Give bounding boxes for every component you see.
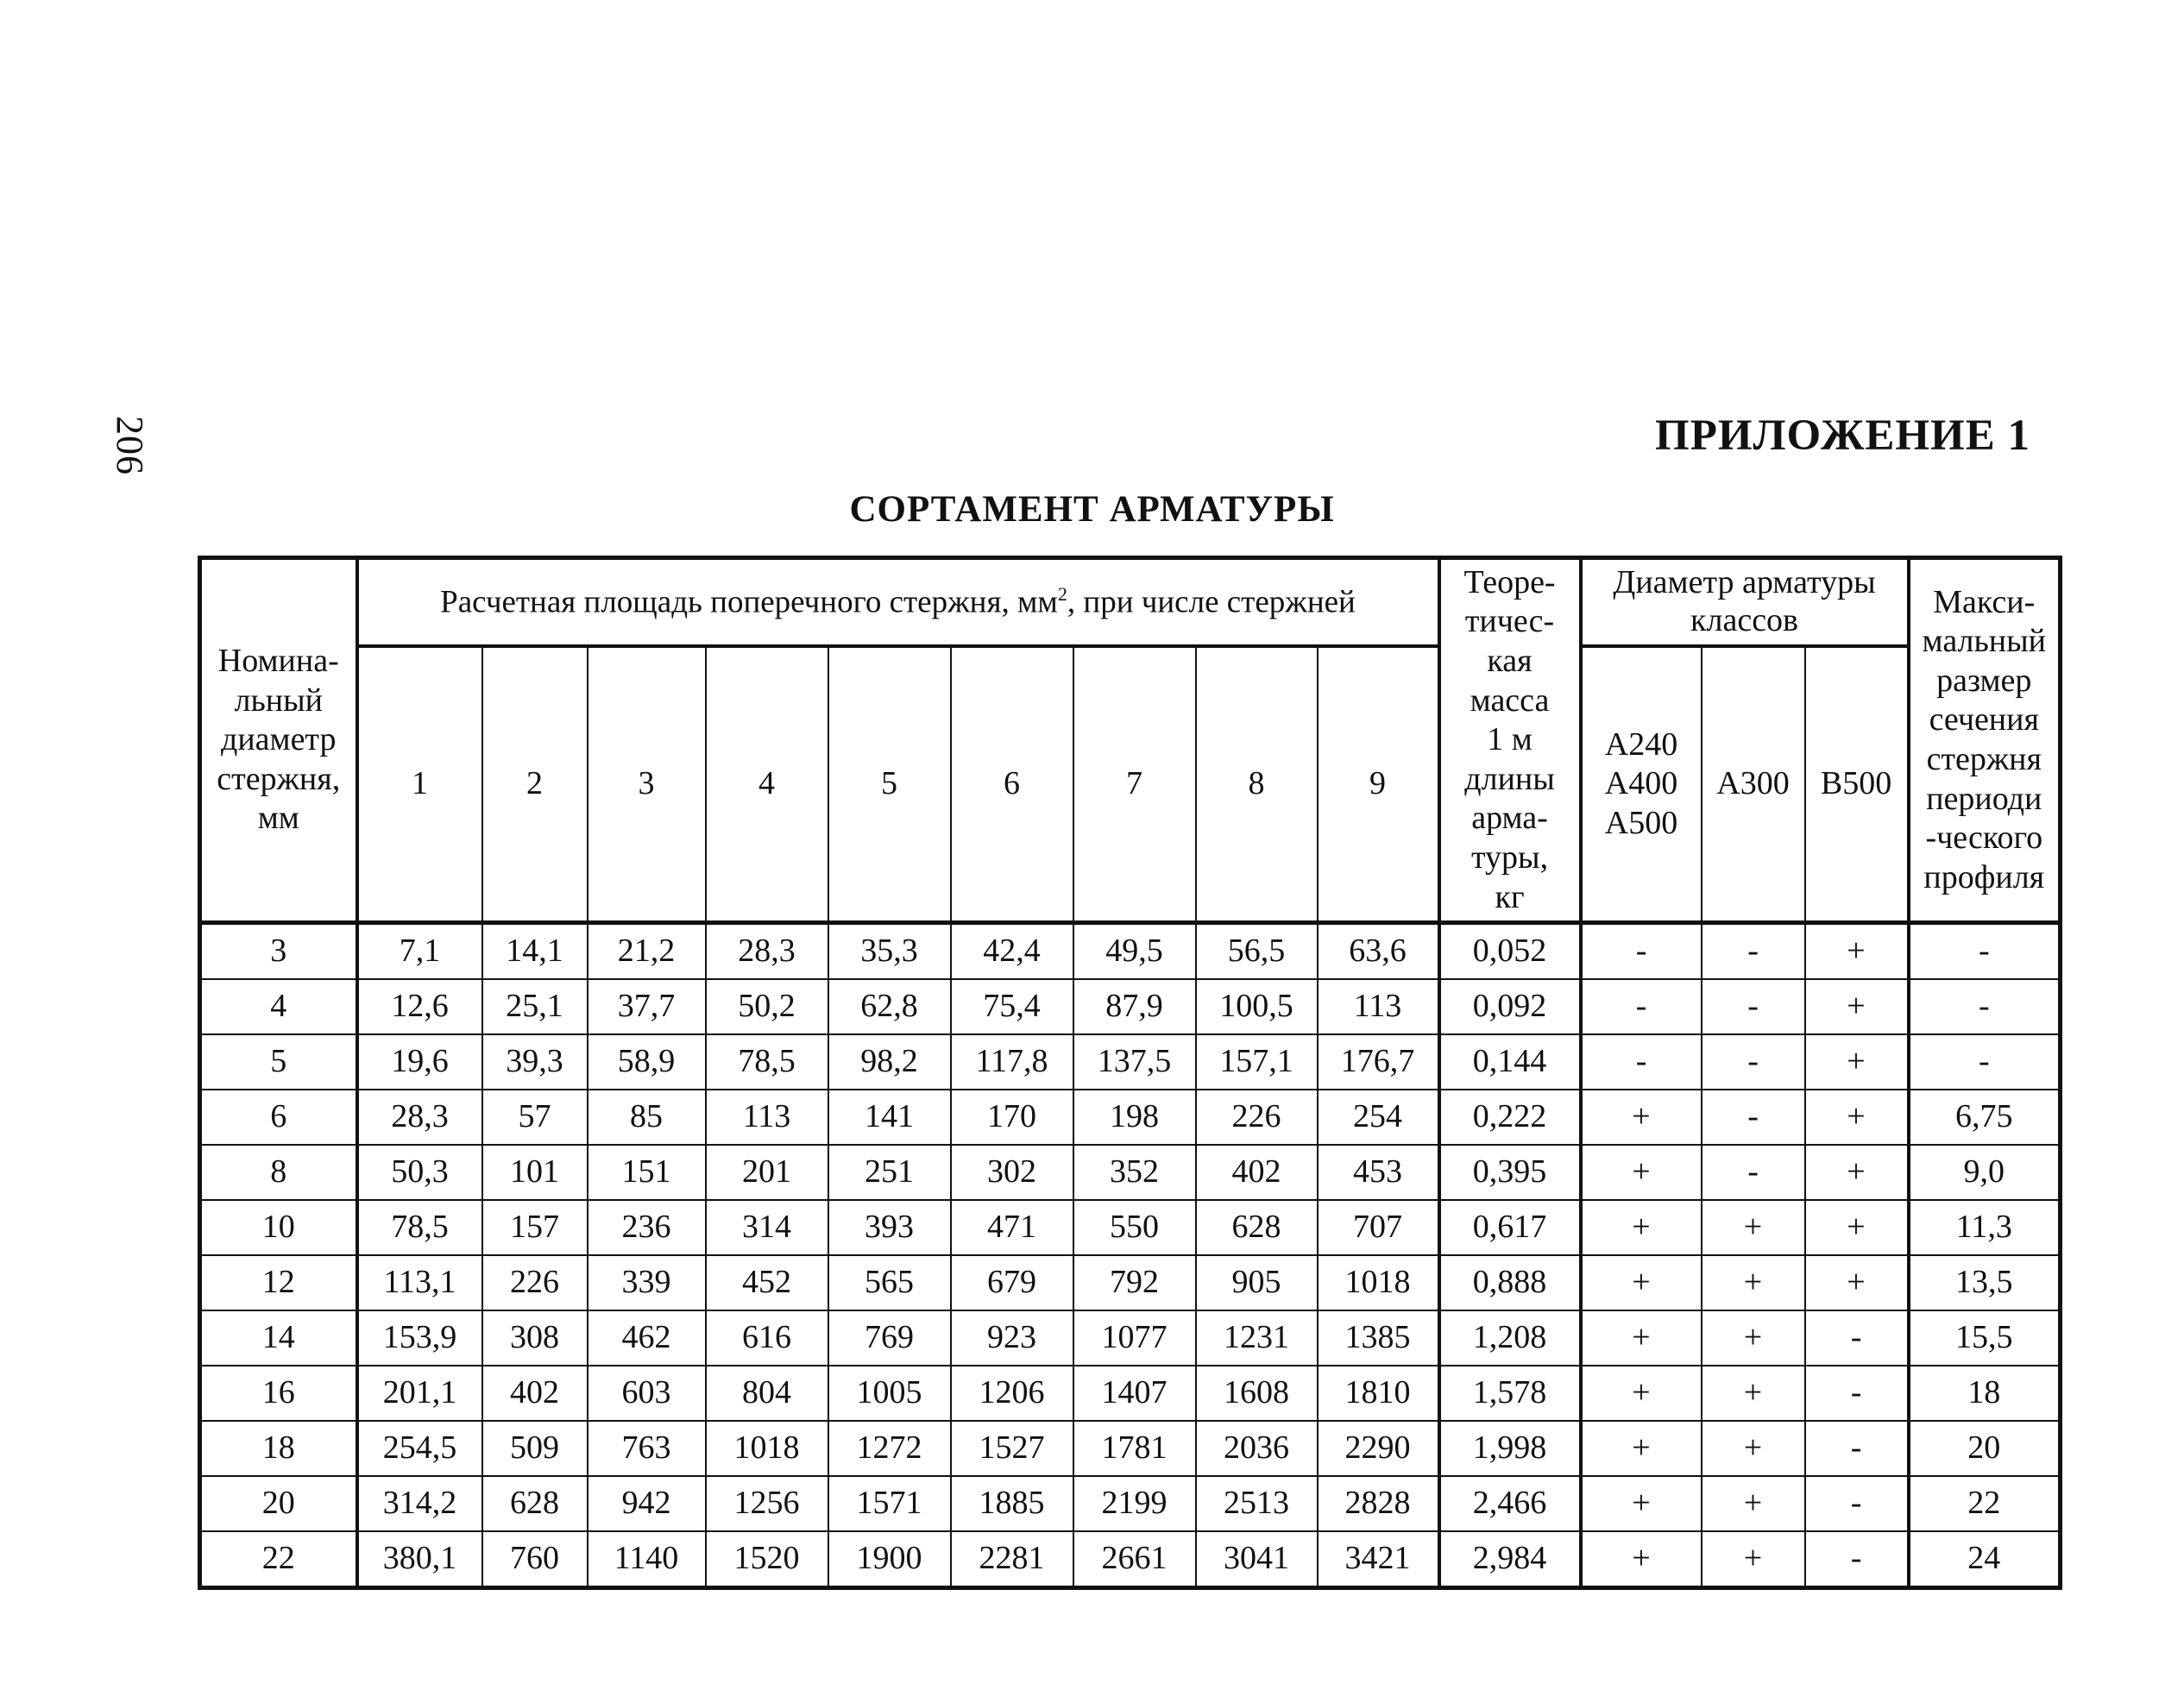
table-row [200, 923, 2061, 980]
cell-area: 462 [588, 1310, 706, 1366]
cell-area: 113,1 [357, 1255, 482, 1310]
header-bar-count: 5 [828, 646, 951, 923]
table-row [200, 1310, 2061, 1366]
cell-class-b500: + [1805, 1145, 1909, 1200]
header-mass-line: кг [1495, 878, 1525, 915]
header-mass-line: арма- [1471, 800, 1548, 837]
cell-area: 57 [482, 1090, 588, 1145]
table-body [200, 923, 2061, 1588]
cell-max-section-size: 18 [1909, 1366, 2061, 1421]
cell-area: 39,3 [482, 1034, 588, 1090]
cell-class-a240-a400-a500: - [1581, 979, 1702, 1034]
cell-nominal-diameter: 18 [200, 1421, 357, 1476]
header-max-line: стержня [1926, 741, 2042, 777]
header-max-line: профиля [1923, 858, 2045, 895]
cell-theoretical-mass: 0,395 [1439, 1145, 1581, 1200]
cell-area: 151 [588, 1145, 706, 1200]
cell-class-a240-a400-a500: + [1581, 1310, 1702, 1366]
cell-class-b500: + [1805, 1255, 1909, 1310]
cell-area: 62,8 [828, 979, 951, 1034]
header-bar-count: 4 [706, 646, 828, 923]
cell-class-a300: + [1702, 1366, 1805, 1421]
cell-area: 113 [1318, 979, 1439, 1034]
cell-area: 1385 [1318, 1310, 1439, 1366]
cell-area: 1018 [706, 1421, 828, 1476]
cell-area: 1527 [951, 1421, 1073, 1476]
cell-class-b500: - [1805, 1310, 1909, 1366]
page-number: 206 [109, 416, 151, 475]
cell-theoretical-mass: 0,052 [1439, 923, 1581, 980]
header-classes-line: Диаметр арматуры [1613, 564, 1876, 601]
cell-area: 2513 [1196, 1476, 1318, 1531]
cell-max-section-size: 24 [1909, 1531, 2061, 1588]
header-nominal-diameter-line: Номина- [217, 643, 339, 680]
header-max-line: размер [1936, 662, 2032, 699]
cell-area: 198 [1073, 1090, 1196, 1145]
header-nominal-diameter-line: мм [257, 800, 299, 837]
cell-area: 302 [951, 1145, 1073, 1200]
cell-class-b500: + [1805, 979, 1909, 1034]
cell-nominal-diameter: 4 [200, 979, 357, 1034]
header-nominal-diameter-line: стержня, [217, 760, 341, 797]
cell-area: 452 [706, 1255, 828, 1310]
cell-area: 2036 [1196, 1421, 1318, 1476]
cell-area: 352 [1073, 1145, 1196, 1200]
cell-area: 85 [588, 1090, 706, 1145]
cell-area: 141 [828, 1090, 951, 1145]
header-bar-count: 2 [482, 646, 588, 923]
cell-area: 236 [588, 1200, 706, 1255]
cell-area: 1781 [1073, 1421, 1196, 1476]
cell-area: 226 [482, 1255, 588, 1310]
cell-area: 1885 [951, 1476, 1073, 1531]
header-mass-line: кая [1487, 643, 1533, 680]
header-mass-line: туры, [1470, 839, 1549, 876]
cell-area: 56,5 [1196, 923, 1318, 980]
cell-theoretical-mass: 1,208 [1439, 1310, 1581, 1366]
cell-class-b500: - [1805, 1421, 1909, 1476]
header-rebar-classes [1581, 558, 1909, 647]
cell-class-a300: + [1702, 1476, 1805, 1531]
cell-max-section-size: - [1909, 923, 2061, 980]
cell-nominal-diameter: 6 [200, 1090, 357, 1145]
cell-area: 35,3 [828, 923, 951, 980]
cell-class-b500: - [1805, 1476, 1909, 1531]
header-nominal-diameter [200, 558, 357, 923]
cell-area: 1608 [1196, 1366, 1318, 1421]
cell-class-a300: + [1702, 1310, 1805, 1366]
cell-theoretical-mass: 0,144 [1439, 1034, 1581, 1090]
cell-area: 905 [1196, 1255, 1318, 1310]
cell-area: 12,6 [357, 979, 482, 1034]
header-max-line: Макси- [1933, 583, 2036, 620]
cell-area: 1077 [1073, 1310, 1196, 1366]
table-row [200, 1421, 2061, 1476]
table-row [200, 1145, 2061, 1200]
cell-max-section-size: 15,5 [1909, 1310, 2061, 1366]
header-mass-line: масса [1470, 682, 1550, 719]
cell-area: 58,9 [588, 1034, 706, 1090]
cell-theoretical-mass: 0,092 [1439, 979, 1581, 1034]
cell-area: 616 [706, 1310, 828, 1366]
table-row [200, 1034, 2061, 1090]
cell-area: 453 [1318, 1145, 1439, 1200]
cell-class-b500: + [1805, 1200, 1909, 1255]
cell-area: 201,1 [357, 1366, 482, 1421]
cell-area: 1206 [951, 1366, 1073, 1421]
cell-area: 50,3 [357, 1145, 482, 1200]
cell-area: 137,5 [1073, 1034, 1196, 1090]
cell-area: 804 [706, 1366, 828, 1421]
cell-area: 314,2 [357, 1476, 482, 1531]
cell-area: 100,5 [1196, 979, 1318, 1034]
table-header [200, 558, 2061, 923]
rebar-assortment-table [198, 556, 2062, 1590]
header-mass-line: Теоре- [1463, 563, 1556, 600]
cell-nominal-diameter: 22 [200, 1531, 357, 1588]
cell-max-section-size: 20 [1909, 1421, 2061, 1476]
header-classes-line: классов [1690, 602, 1798, 638]
header-nominal-diameter-line: диаметр [220, 721, 337, 758]
header-area-text: Расчетная площадь поперечного стержня, мм [440, 583, 1058, 619]
cell-area: 1140 [588, 1531, 706, 1588]
table-row [200, 1531, 2061, 1588]
cell-nominal-diameter: 3 [200, 923, 357, 980]
cell-class-a300: + [1702, 1255, 1805, 1310]
cell-area: 2281 [951, 1531, 1073, 1588]
header-class-line: А400 [1604, 765, 1678, 802]
header-class-b500: В500 [1805, 646, 1909, 923]
header-area-superscript: 2 [1057, 582, 1067, 605]
header-bar-count: 9 [1318, 646, 1439, 923]
cell-area: 2199 [1073, 1476, 1196, 1531]
cell-area: 78,5 [357, 1200, 482, 1255]
header-bar-count: 7 [1073, 646, 1196, 923]
cell-class-a300: - [1702, 923, 1805, 980]
header-mass-line: 1 м [1487, 721, 1533, 758]
cell-area: 679 [951, 1255, 1073, 1310]
cell-area: 75,4 [951, 979, 1073, 1034]
document-title: СОРТАМЕНТ АРМАТУРЫ [849, 489, 1335, 530]
cell-area: 471 [951, 1200, 1073, 1255]
cell-class-a240-a400-a500: + [1581, 1366, 1702, 1421]
cell-max-section-size: - [1909, 1034, 2061, 1090]
cell-area: 1571 [828, 1476, 951, 1531]
cell-area: 78,5 [706, 1034, 828, 1090]
cell-class-a240-a400-a500: + [1581, 1255, 1702, 1310]
cell-nominal-diameter: 16 [200, 1366, 357, 1421]
cell-area: 402 [1196, 1145, 1318, 1200]
cell-max-section-size: 22 [1909, 1476, 2061, 1531]
cell-class-b500: - [1805, 1366, 1909, 1421]
header-class-line: А240 [1604, 726, 1678, 763]
cell-area: 113 [706, 1090, 828, 1145]
cell-area: 769 [828, 1310, 951, 1366]
header-class-line: А500 [1604, 804, 1678, 841]
header-bar-count: 1 [357, 646, 482, 923]
cell-area: 201 [706, 1145, 828, 1200]
cell-area: 942 [588, 1476, 706, 1531]
cell-class-b500: + [1805, 1034, 1909, 1090]
cell-max-section-size: 9,0 [1909, 1145, 2061, 1200]
cell-area: 50,2 [706, 979, 828, 1034]
cell-class-a240-a400-a500: + [1581, 1200, 1702, 1255]
cell-area: 157,1 [1196, 1034, 1318, 1090]
cell-class-a300: - [1702, 979, 1805, 1034]
cell-class-a300: + [1702, 1421, 1805, 1476]
table-row [200, 1366, 2061, 1421]
table-row [200, 1090, 2061, 1145]
cell-area: 98,2 [828, 1034, 951, 1090]
cell-class-a240-a400-a500: - [1581, 923, 1702, 980]
header-mass-line: длины [1464, 760, 1555, 797]
cell-class-a240-a400-a500: + [1581, 1421, 1702, 1476]
cell-area: 603 [588, 1366, 706, 1421]
cell-area: 923 [951, 1310, 1073, 1366]
cell-area: 314 [706, 1200, 828, 1255]
cell-theoretical-mass: 1,578 [1439, 1366, 1581, 1421]
cell-class-a240-a400-a500: + [1581, 1476, 1702, 1531]
cell-area: 792 [1073, 1255, 1196, 1310]
cell-theoretical-mass: 0,617 [1439, 1200, 1581, 1255]
cell-class-a300: - [1702, 1145, 1805, 1200]
cell-area: 117,8 [951, 1034, 1073, 1090]
cell-area: 7,1 [357, 923, 482, 980]
cell-nominal-diameter: 12 [200, 1255, 357, 1310]
cell-theoretical-mass: 2,984 [1439, 1531, 1581, 1588]
cell-area: 2661 [1073, 1531, 1196, 1588]
header-area-text-end: , при числе стержней [1067, 583, 1356, 619]
cell-area: 1810 [1318, 1366, 1439, 1421]
cell-area: 2290 [1318, 1421, 1439, 1476]
cell-area: 28,3 [706, 923, 828, 980]
cell-area: 170 [951, 1090, 1073, 1145]
header-class-a300: А300 [1702, 646, 1805, 923]
appendix-title: ПРИЛОЖЕНИЕ 1 [1655, 412, 2030, 460]
cell-area: 1005 [828, 1366, 951, 1421]
cell-nominal-diameter: 5 [200, 1034, 357, 1090]
cell-area: 3041 [1196, 1531, 1318, 1588]
cell-area: 339 [588, 1255, 706, 1310]
cell-area: 707 [1318, 1200, 1439, 1255]
cell-class-a240-a400-a500: - [1581, 1034, 1702, 1090]
header-max-line: -ческого [1925, 820, 2043, 857]
header-max-line: периоди [1926, 780, 2042, 817]
header-max-line: сечения [1929, 701, 2039, 738]
header-cross-section-area [357, 558, 1439, 647]
cell-area: 565 [828, 1255, 951, 1310]
cell-area: 1018 [1318, 1255, 1439, 1310]
cell-area: 37,7 [588, 979, 706, 1034]
cell-max-section-size: 6,75 [1909, 1090, 2061, 1145]
cell-nominal-diameter: 14 [200, 1310, 357, 1366]
cell-area: 393 [828, 1200, 951, 1255]
cell-area: 1231 [1196, 1310, 1318, 1366]
cell-area: 21,2 [588, 923, 706, 980]
header-bar-count: 8 [1196, 646, 1318, 923]
cell-area: 3421 [1318, 1531, 1439, 1588]
table-row [200, 1200, 2061, 1255]
cell-area: 628 [1196, 1200, 1318, 1255]
cell-class-a300: - [1702, 1090, 1805, 1145]
cell-area: 49,5 [1073, 923, 1196, 980]
header-mass-line: тичес- [1464, 603, 1555, 640]
cell-area: 101 [482, 1145, 588, 1200]
cell-area: 251 [828, 1145, 951, 1200]
cell-class-a240-a400-a500: + [1581, 1531, 1702, 1588]
cell-class-b500: + [1805, 1090, 1909, 1145]
table-row [200, 1255, 2061, 1310]
cell-area: 63,6 [1318, 923, 1439, 980]
cell-class-a240-a400-a500: + [1581, 1145, 1702, 1200]
cell-area: 1520 [706, 1531, 828, 1588]
header-bar-count: 3 [588, 646, 706, 923]
cell-area: 25,1 [482, 979, 588, 1034]
cell-area: 1272 [828, 1421, 951, 1476]
cell-max-section-size: 11,3 [1909, 1200, 2061, 1255]
cell-area: 157 [482, 1200, 588, 1255]
cell-class-b500: + [1805, 923, 1909, 980]
cell-area: 87,9 [1073, 979, 1196, 1034]
cell-nominal-diameter: 20 [200, 1476, 357, 1531]
cell-max-section-size: - [1909, 979, 2061, 1034]
cell-area: 226 [1196, 1090, 1318, 1145]
cell-theoretical-mass: 0,222 [1439, 1090, 1581, 1145]
header-nominal-diameter-line: льный [234, 682, 323, 719]
cell-area: 176,7 [1318, 1034, 1439, 1090]
cell-area: 509 [482, 1421, 588, 1476]
cell-nominal-diameter: 8 [200, 1145, 357, 1200]
cell-area: 1256 [706, 1476, 828, 1531]
cell-area: 1900 [828, 1531, 951, 1588]
cell-area: 760 [482, 1531, 588, 1588]
cell-area: 28,3 [357, 1090, 482, 1145]
cell-class-a300: + [1702, 1200, 1805, 1255]
cell-theoretical-mass: 0,888 [1439, 1255, 1581, 1310]
cell-area: 402 [482, 1366, 588, 1421]
header-class-a240-a400-a500 [1581, 646, 1702, 923]
header-theoretical-mass [1439, 558, 1581, 923]
cell-area: 2828 [1318, 1476, 1439, 1531]
cell-area: 42,4 [951, 923, 1073, 980]
cell-theoretical-mass: 2,466 [1439, 1476, 1581, 1531]
cell-max-section-size: 13,5 [1909, 1255, 2061, 1310]
cell-area: 254 [1318, 1090, 1439, 1145]
cell-area: 1407 [1073, 1366, 1196, 1421]
table-row [200, 1476, 2061, 1531]
cell-nominal-diameter: 10 [200, 1200, 357, 1255]
cell-class-a240-a400-a500: + [1581, 1090, 1702, 1145]
cell-area: 550 [1073, 1200, 1196, 1255]
header-bar-count: 6 [951, 646, 1073, 923]
cell-class-a300: - [1702, 1034, 1805, 1090]
header-max-section-size [1909, 558, 2061, 923]
cell-class-a300: + [1702, 1531, 1805, 1588]
table-row [200, 979, 2061, 1034]
cell-area: 19,6 [357, 1034, 482, 1090]
header-max-line: мальный [1922, 623, 2047, 660]
cell-area: 763 [588, 1421, 706, 1476]
cell-class-b500: - [1805, 1531, 1909, 1588]
cell-area: 153,9 [357, 1310, 482, 1366]
cell-area: 628 [482, 1476, 588, 1531]
cell-area: 254,5 [357, 1421, 482, 1476]
cell-area: 380,1 [357, 1531, 482, 1588]
cell-area: 14,1 [482, 923, 588, 980]
cell-theoretical-mass: 1,998 [1439, 1421, 1581, 1476]
cell-area: 308 [482, 1310, 588, 1366]
